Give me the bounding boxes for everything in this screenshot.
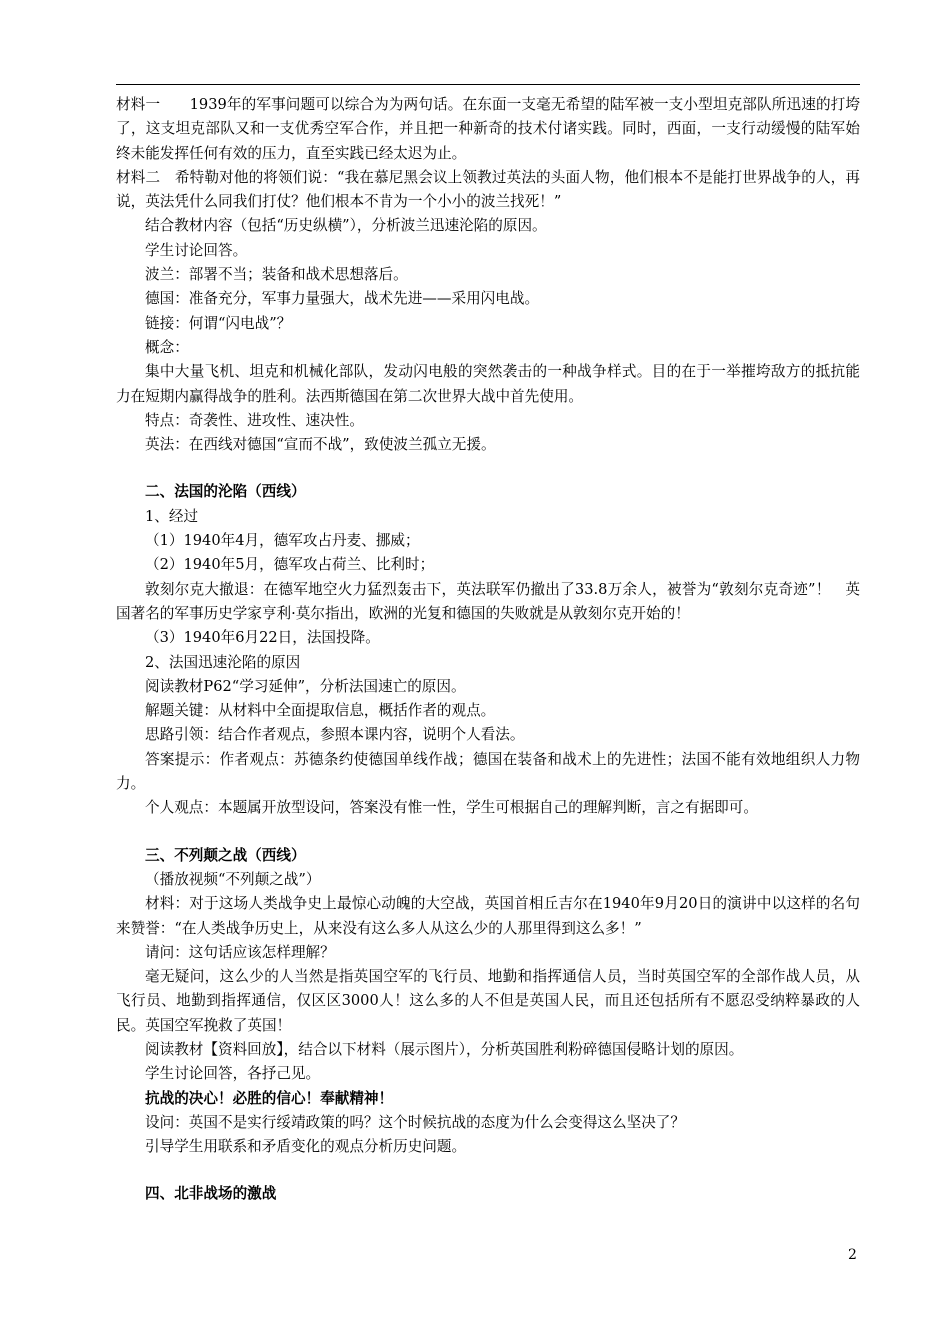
paragraph: 设问：英国不是实行绥靖政策的吗？这个时候抗战的态度为什么会变得这么坚决了？ [145, 1113, 685, 1131]
paragraph: 学生讨论回答，各抒己见。 [145, 1065, 321, 1083]
section-heading-north-africa: 四、北非战场的激战 [145, 1185, 277, 1203]
paragraph: 请问：这句话应该怎样理解？ [145, 943, 335, 961]
paragraph: 结合教材内容（包括“历史纵横”），分析波兰迅速沦陷的原因。 [145, 217, 547, 235]
paragraph: 解题关键：从材料中全面提取信息，概括作者的观点。 [145, 702, 496, 720]
paragraph: （播放视频“不列颠之战”） [145, 870, 321, 888]
paragraph: 思路引领：结合作者观点，参照本课内容，说明个人看法。 [145, 726, 525, 744]
section-heading-britain: 三、不列颠之战（西线） [145, 846, 306, 864]
paragraph: 概念： [145, 338, 189, 356]
paragraph: 波兰：部署不当；装备和战术思想落后。 [145, 266, 408, 284]
paragraph: 敦刻尔克大撤退：在德军地空火力猛烈轰击下，英法联军仍撤出了33.8万余人，被誉为“敦刻尔克奇迹”！ 英国著名的军事历史学家亨利·莫尔指出，欧洲的光复和德国的失败就是从敦刻尔克开始的！ [116, 580, 860, 622]
paragraph: 链接：何谓“闪电战”？ [145, 314, 292, 332]
paragraph: 1、经过 [145, 507, 199, 525]
paragraph: 阅读教材P62“学习延伸”，分析法国速亡的原因。 [145, 677, 466, 695]
paragraph: （2）1940年5月，德军攻占荷兰、比利时； [145, 556, 435, 574]
page-number: 2 [848, 1247, 857, 1263]
paragraph: （3）1940年6月22日，法国投降。 [145, 629, 380, 647]
paragraph: 英法：在西线对德国“宣而不战”，致使波兰孤立无援。 [145, 436, 496, 454]
section-spacer [116, 1159, 860, 1182]
paragraph: 材料：对于这场人类战争史上最惊心动魄的大空战，英国首相丘吉尔在1940年9月20日的演讲中以这样的名句来赞誉：“在人类战争历史上，从来没有这么多人从这么少的人那里得到这么多！” [116, 895, 860, 937]
paragraph: 个人观点：本题属开放型设问，答案没有惟一性，学生可根据自己的理解判断，言之有据即可。 [145, 799, 758, 817]
paragraph: （1）1940年4月，德军攻占丹麦、挪威； [145, 532, 420, 550]
paragraph: 2、法国迅速沦陷的原因 [145, 653, 301, 671]
paragraph: 引导学生用联系和矛盾变化的观点分析历史问题。 [145, 1138, 467, 1156]
emphasis-line: 抗战的决心！必胜的信心！奉献精神！ [145, 1089, 394, 1107]
header-rule [116, 84, 860, 85]
section-heading-france: 二、法国的沦陷（西线） [145, 483, 306, 501]
paragraph: 毫无疑问，这么少的人当然是指英国空军的飞行员、地勤和指挥通信人员，当时英国空军的全部作战人员，从飞行员、地勤到指挥通信，仅区区3000人！这么多的人不但是英国人民，而且还包括所有不愿忍受纳粹暴政的人民。英国空军挽救了英国！ [116, 968, 860, 1034]
paragraph: 集中大量飞机、坦克和机械化部队，发动闪电般的突然袭击的一种战争样式。目的在于一举摧垮敌方的抵抗能力在短期内赢得战争的胜利。法西斯德国在第二次世界大战中首先使用。 [116, 363, 860, 405]
paragraph: 特点：奇袭性、进攻性、速决性。 [145, 411, 364, 429]
paragraph: 答案提示：作者观点：苏德条约使德国单线作战；德国在装备和战术上的先进性；法国不能有效地组织人力物力。 [116, 750, 860, 793]
paragraph: 学生讨论回答。 [145, 241, 248, 259]
section-spacer [116, 821, 860, 844]
document-body [116, 93, 860, 1207]
paragraph: 阅读教材【资料回放】，结合以下材料（展示图片），分析英国胜利粉碎德国侵略计划的原因。 [145, 1040, 744, 1058]
material-1: 材料一 1939年的军事问题可以综合为为两句话。在东面一支毫无希望的陆军被一支小型坦克部队所迅速的打垮了，这支坦克部队又和一支优秀空军合作，并且把一种新奇的技术付诸实践。同时，西面，一支行动缓慢的陆军始终未能发挥任何有效的压力，直至实践已经太迟为止。 [116, 96, 860, 162]
material-2: 材料二 希特勒对他的将领们说：“我在慕尼黑会议上领教过英法的头面人物，他们根本不是能打世界战争的人，再说，英法凭什么同我们打仗？他们根本不肯为一个小小的波兰找死！” [116, 168, 860, 211]
section-spacer [116, 457, 860, 480]
paragraph: 德国：准备充分，军事力量强大，战术先进——采用闪电战。 [145, 290, 540, 308]
